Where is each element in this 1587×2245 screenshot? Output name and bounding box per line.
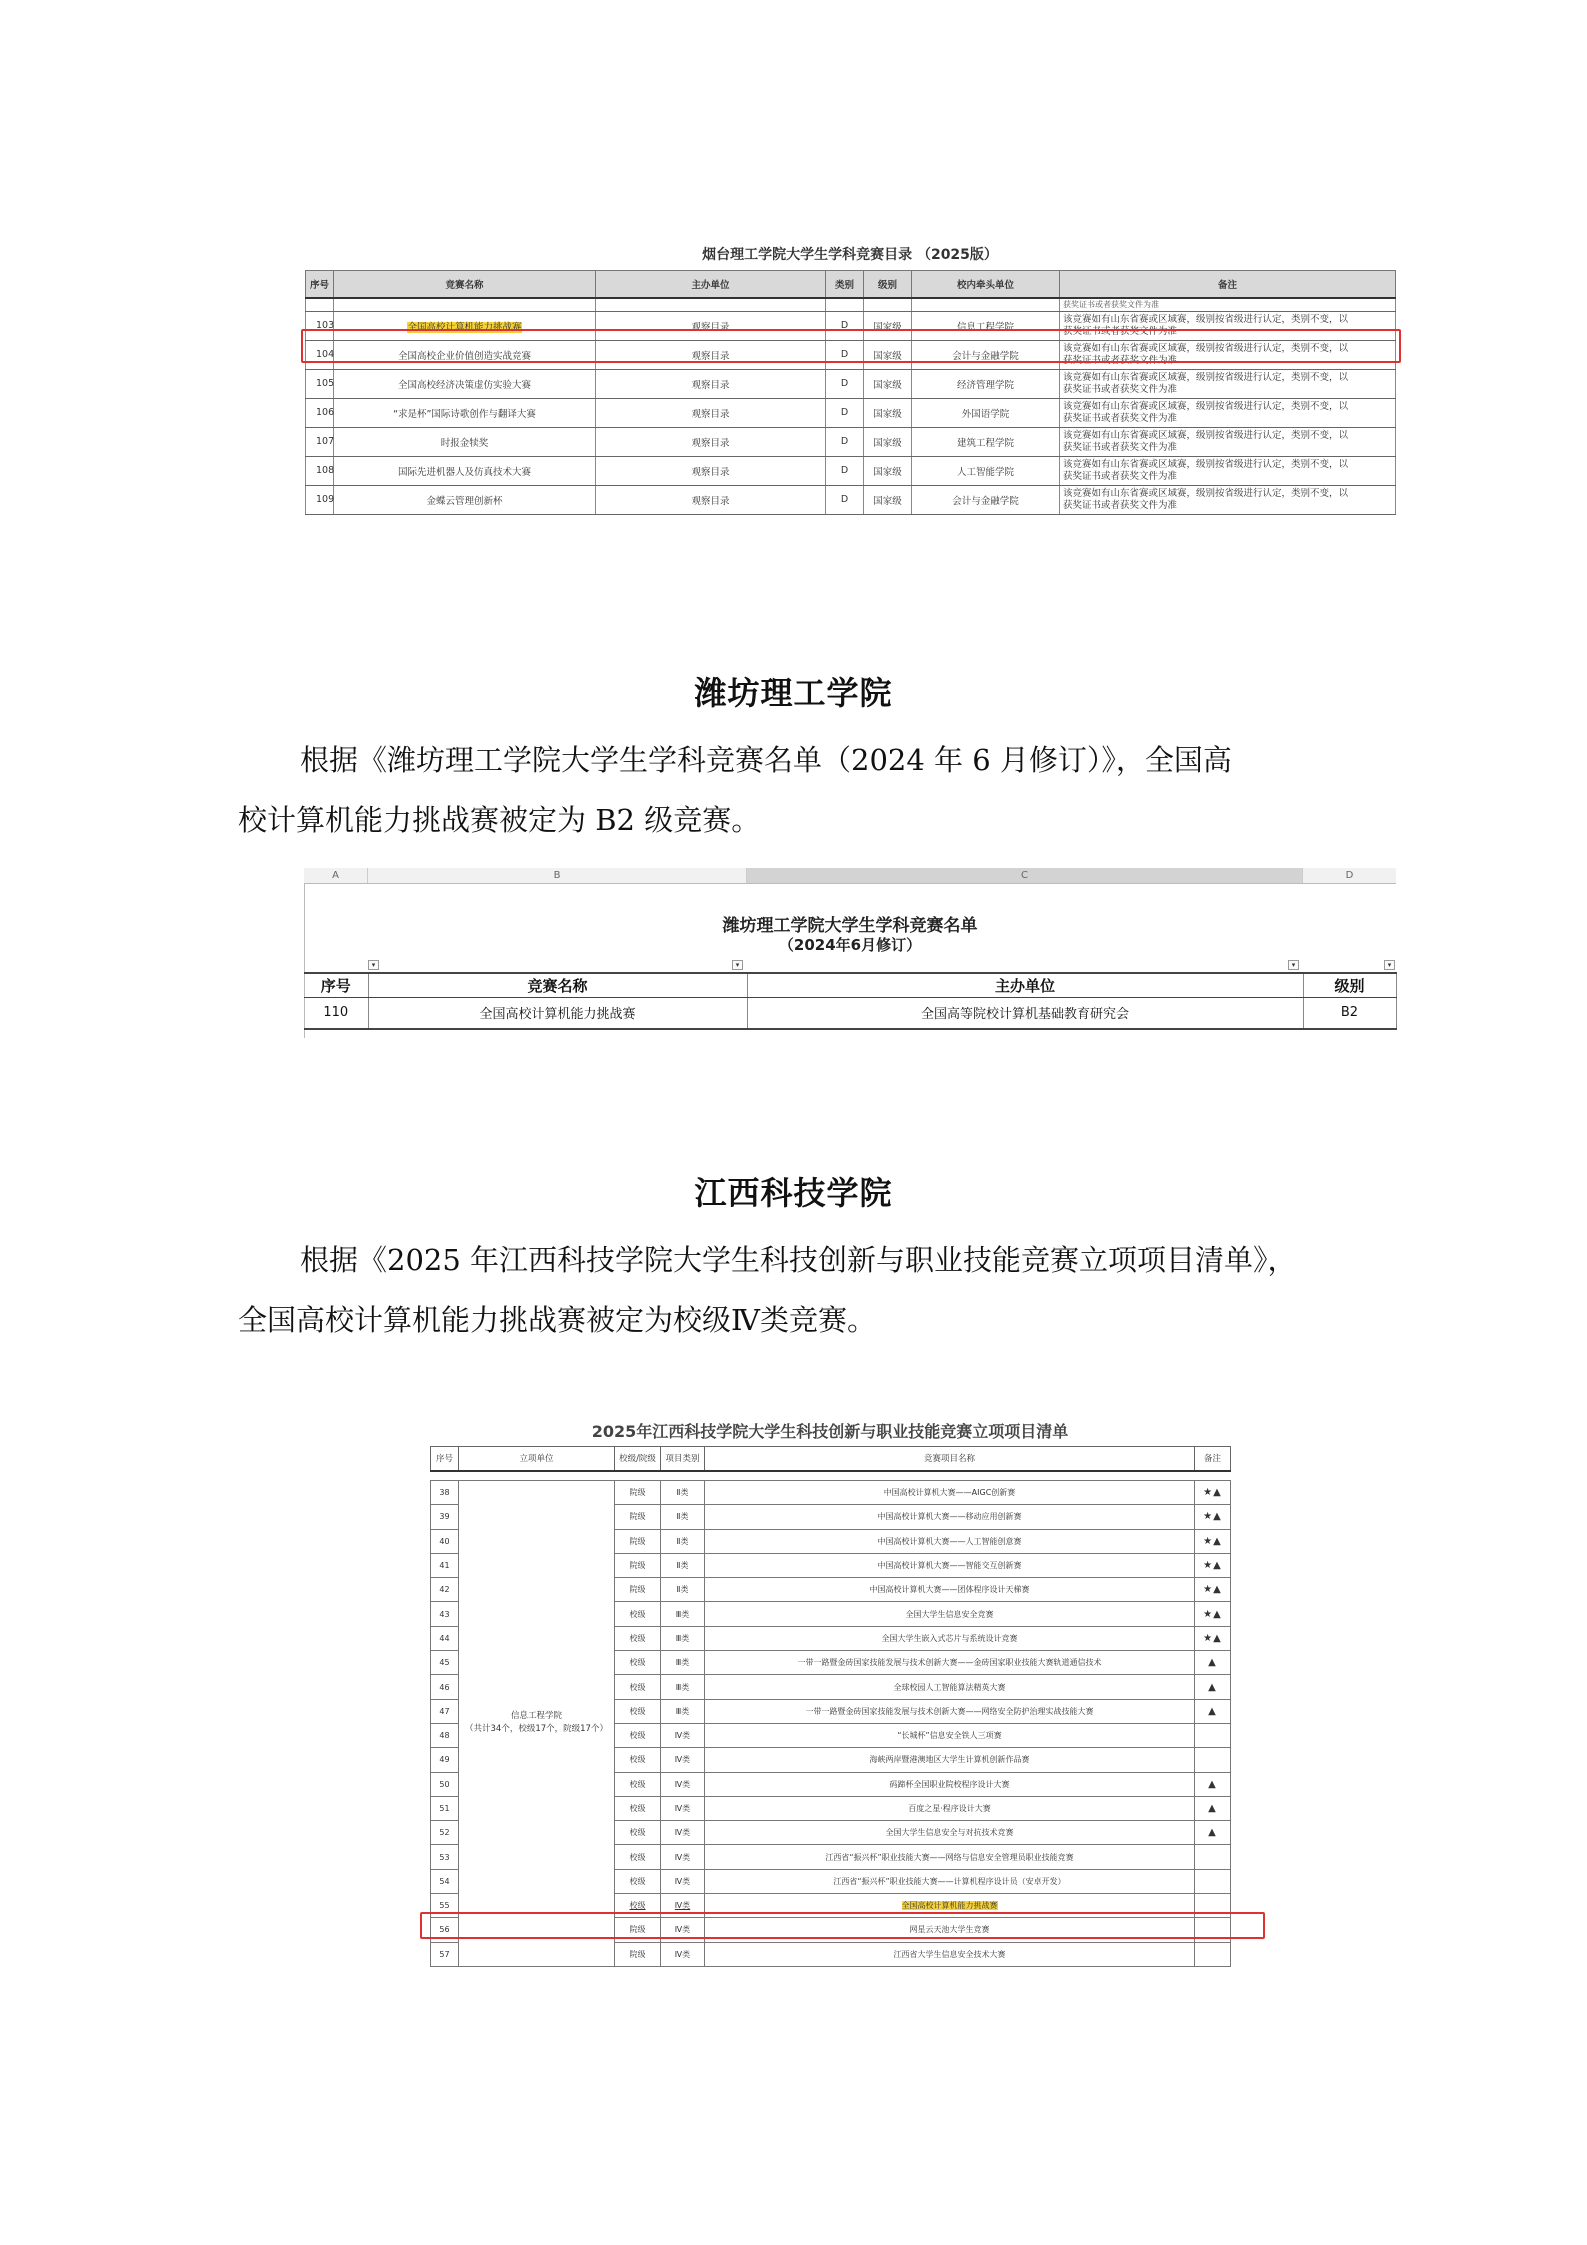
yt-cat: D	[826, 311, 864, 340]
jx-level	[615, 1626, 661, 1650]
jx-note: ★▲	[1195, 1578, 1231, 1602]
yt-host: 观察目录	[596, 311, 826, 340]
jx-name-text: “长城杯”信息安全铁人三项赛	[897, 1731, 1002, 1741]
jx-no: 49	[431, 1748, 459, 1772]
jx-no: 47	[431, 1699, 459, 1723]
jx-level-text: 校级	[629, 1609, 646, 1619]
yt-level: 国家级	[864, 369, 912, 398]
jx-col-unit: 立项单位	[459, 1447, 615, 1471]
jx-level	[615, 1602, 661, 1626]
jx-name-text: 江西省“振兴杯”职业技能大赛——计算机程序设计员（安卓开发）	[833, 1876, 1066, 1886]
jx-level	[615, 1651, 661, 1675]
yantai-col-level: 级别	[864, 271, 912, 298]
yantai-header-row	[306, 271, 1396, 298]
yt-no: 109	[306, 485, 334, 514]
jx-level	[615, 1748, 661, 1772]
jx-level-text: 校级	[629, 1828, 646, 1838]
filter-dropdown-icon: ▾	[1384, 960, 1395, 970]
jx-level-text: 校级	[629, 1876, 646, 1886]
table-row	[304, 997, 1396, 1029]
yt-note	[1060, 427, 1396, 456]
jx-no: 50	[431, 1772, 459, 1796]
yantai-cut-row	[306, 298, 1396, 312]
jx-level	[615, 1675, 661, 1699]
jx-note: ▲	[1195, 1699, 1231, 1723]
jx-name-text: 全国大学生信息安全竞赛	[905, 1609, 994, 1619]
jx-level	[615, 1772, 661, 1796]
yantai-cut-note: 获奖证书或者获奖文件为准	[1060, 298, 1396, 312]
jx-class	[661, 1602, 705, 1626]
table-row	[306, 427, 1396, 456]
jiangxi-list-image	[430, 1418, 1230, 1967]
highlighted-competition-name: 全国高校计算机能力挑战赛	[407, 321, 522, 333]
weifang-sheet-title: 潍坊理工学院大学生学科竞赛名单	[722, 916, 978, 936]
jx-level	[615, 1553, 661, 1577]
yt-dept: 人工智能学院	[912, 456, 1060, 485]
jiangxi-para-line1: 根据《2025 年江西科技学院大学生科技创新与职业技能竞赛立项项目清单》，	[300, 1243, 1297, 1277]
yt-note-line2: 获奖证书或者获奖文件为准	[1063, 499, 1178, 511]
jx-class	[661, 1699, 705, 1723]
jx-level	[615, 1699, 661, 1723]
jx-level-text: 院级	[629, 1925, 646, 1935]
yt-no: 103	[306, 311, 334, 340]
yt-note	[1060, 369, 1396, 398]
yt-name: 国际先进机器人及仿真技术大赛	[334, 456, 596, 485]
jx-name-text: 江西省“振兴杯”职业技能大赛——网络与信息安全管理员职业技能竞赛	[825, 1852, 1074, 1862]
jx-note	[1195, 1942, 1231, 1966]
weifang-para-line1: 根据《潍坊理工学院大学生学科竞赛名单（2024 年 6 月修订）》，全国高	[300, 743, 1232, 777]
jx-name	[705, 1481, 1195, 1505]
jx-no: 51	[431, 1796, 459, 1820]
yantai-col-host: 主办单位	[596, 271, 826, 298]
yt-note-line2: 获奖证书或者获奖文件为准	[1063, 354, 1178, 366]
jx-note: ★▲	[1195, 1505, 1231, 1529]
yt-dept: 会计与金融学院	[912, 340, 1060, 369]
jx-note: ★▲	[1195, 1626, 1231, 1650]
jx-name-text: 中国高校计算机大赛——智能交互创新赛	[877, 1561, 1022, 1571]
yantai-col-no: 序号	[306, 271, 334, 298]
weifang-header-row	[304, 973, 1396, 997]
yt-cat: D	[826, 427, 864, 456]
jx-no: 52	[431, 1821, 459, 1845]
weifang-para-line2: 校计算机能力挑战赛被定为 B2 级竞赛。	[238, 803, 761, 837]
jx-level-text: 院级	[629, 1488, 646, 1498]
wf-col-name: 竞赛名称	[368, 973, 747, 997]
yt-name: 时报金犊奖	[334, 427, 596, 456]
yt-no: 106	[306, 398, 334, 427]
jx-name	[705, 1529, 1195, 1553]
yt-note-line1: 该竞赛如有山东省赛或区域赛，级别按省级进行认定，类别不变，以	[1063, 487, 1349, 499]
jx-class	[661, 1869, 705, 1893]
yantai-highlight-box	[301, 329, 1401, 363]
jx-level-text: 院级	[629, 1512, 646, 1522]
jx-name	[705, 1699, 1195, 1723]
jx-no: 57	[431, 1942, 459, 1966]
yt-no: 108	[306, 456, 334, 485]
yt-cat: D	[826, 456, 864, 485]
weifang-paragraph	[238, 730, 1348, 850]
jx-name	[705, 1796, 1195, 1820]
yt-note-line1: 该竞赛如有山东省赛或区域赛，级别按省级进行认定，类别不变，以	[1063, 400, 1349, 412]
jx-name-text: 百度之星·程序设计大赛	[908, 1804, 991, 1813]
jx-note: ▲	[1195, 1651, 1231, 1675]
yt-host: 观察目录	[596, 398, 826, 427]
jx-no: 53	[431, 1845, 459, 1869]
jx-name-text: 全球校园人工智能算法精英大赛	[893, 1682, 1006, 1692]
filter-dropdown-icon: ▾	[732, 960, 743, 970]
jx-name-text: 全国大学生信息安全与对抗技术竞赛	[885, 1828, 1014, 1838]
jx-name-text: 中国高校计算机大赛——人工智能创意赛	[877, 1536, 1022, 1546]
jx-class-text: Ⅲ类	[675, 1658, 690, 1668]
jx-level-text: 校级	[629, 1852, 646, 1862]
yt-note	[1060, 456, 1396, 485]
jx-class	[661, 1942, 705, 1966]
filter-dropdown-icon: ▾	[1288, 960, 1299, 970]
yt-note-line1: 该竞赛如有山东省赛或区域赛，级别按省级进行认定，类别不变，以	[1063, 429, 1349, 441]
table-row	[306, 369, 1396, 398]
yt-host: 观察目录	[596, 427, 826, 456]
yt-name: 全国高校企业价值创造实战竞赛	[334, 340, 596, 369]
jx-class	[661, 1626, 705, 1650]
col-b: B	[368, 868, 747, 883]
yt-level: 国家级	[864, 427, 912, 456]
jx-class-text: Ⅱ类	[676, 1585, 689, 1595]
yt-level: 国家级	[864, 456, 912, 485]
jx-level-text: 校级	[629, 1901, 646, 1911]
jx-class-text: Ⅳ类	[674, 1876, 691, 1886]
jx-no: 42	[431, 1578, 459, 1602]
jx-name	[705, 1651, 1195, 1675]
yt-dept: 外国语学院	[912, 398, 1060, 427]
weifang-sheet-subtitle: （2024年6月修订）	[778, 936, 922, 954]
jx-class	[661, 1748, 705, 1772]
yt-level: 国家级	[864, 485, 912, 514]
jx-no: 48	[431, 1723, 459, 1747]
jx-no: 43	[431, 1602, 459, 1626]
jiangxi-highlight-box	[420, 1912, 1265, 1939]
jx-unit-name: 信息工程学院	[510, 1711, 562, 1722]
jx-note: ★▲	[1195, 1602, 1231, 1626]
yt-note-line1: 该竞赛如有山东省赛或区域赛，级别按省级进行认定，类别不变，以	[1063, 342, 1349, 354]
yt-note-line2: 获奖证书或者获奖文件为准	[1063, 441, 1178, 453]
yt-note	[1060, 398, 1396, 427]
jx-note	[1195, 1723, 1231, 1747]
jx-name-text: 中国高校计算机大赛——AIGC创新赛	[883, 1488, 1016, 1498]
jx-note: ★▲	[1195, 1529, 1231, 1553]
jx-note: ★▲	[1195, 1553, 1231, 1577]
yt-no: 107	[306, 427, 334, 456]
weifang-heading: 潍坊理工学院	[694, 674, 893, 712]
jx-class-text: Ⅳ类	[674, 1949, 691, 1959]
yt-note-line1: 该竞赛如有山东省赛或区域赛，级别按省级进行认定，类别不变，以	[1063, 313, 1349, 325]
jx-level	[615, 1796, 661, 1820]
jx-col-name: 竞赛项目名称	[705, 1447, 1195, 1471]
col-d: D	[1345, 870, 1354, 881]
yantai-table	[305, 270, 1396, 515]
yantai-col-dept: 校内牵头单位	[912, 271, 1060, 298]
jx-name-text: 中国高校计算机大赛——团体程序设计天梯赛	[869, 1585, 1030, 1595]
jx-no: 45	[431, 1651, 459, 1675]
jx-note: ★▲	[1195, 1481, 1231, 1505]
jx-name	[705, 1626, 1195, 1650]
jx-level-text: 院级	[629, 1561, 646, 1571]
jx-level-text: 院级	[629, 1536, 646, 1546]
jx-name-text: 一带一路暨金砖国家技能发展与技术创新大赛——网络安全防护治理实战技能大赛	[805, 1706, 1094, 1716]
yantai-col-note: 备注	[1060, 271, 1396, 298]
yantai-col-name: 竞赛名称	[334, 271, 596, 298]
table-row	[306, 398, 1396, 427]
jx-note: ▲	[1195, 1796, 1231, 1820]
yt-note-line1: 该竞赛如有山东省赛或区域赛，级别按省级进行认定，类别不变，以	[1063, 371, 1349, 383]
yt-name: 全国高校经济决策虚仿实验大赛	[334, 369, 596, 398]
jx-no: 46	[431, 1675, 459, 1699]
yt-dept: 会计与金融学院	[912, 485, 1060, 514]
yantai-table-title: 烟台理工学院大学生学科竞赛目录 （2025版）	[702, 247, 998, 263]
jiangxi-para-line2: 全国高校计算机能力挑战赛被定为校级Ⅳ类竞赛。	[238, 1303, 876, 1337]
jx-name-text: 全国大学生嵌入式芯片与系统设计竞赛	[881, 1633, 1018, 1643]
jx-class-text: Ⅳ类	[674, 1852, 691, 1862]
jx-level-text: 校级	[629, 1706, 646, 1716]
jx-unit-count: （共计34个，校级17个，院级17个）	[465, 1724, 608, 1735]
yantai-catalog-image	[305, 240, 1395, 515]
jx-level-text: 院级	[629, 1585, 646, 1595]
yt-name: “求是杯”国际诗歌创作与翻译大赛	[334, 398, 596, 427]
wf-row-name: 全国高校计算机能力挑战赛	[368, 997, 747, 1029]
jx-level	[615, 1869, 661, 1893]
wf-col-level: 级别	[1303, 973, 1396, 997]
jx-class-text: Ⅱ类	[676, 1561, 689, 1571]
jx-name	[705, 1772, 1195, 1796]
jx-class-text: Ⅳ类	[674, 1925, 691, 1935]
jx-level	[615, 1529, 661, 1553]
wf-row-no: 110	[304, 997, 368, 1029]
jx-class-text: Ⅲ类	[675, 1706, 690, 1716]
jx-class-text: Ⅳ类	[674, 1804, 691, 1813]
jx-name-text: 中国高校计算机大赛——移动应用创新赛	[877, 1512, 1022, 1522]
sheet-column-header	[304, 868, 1396, 884]
jx-col-class: 项目类别	[661, 1447, 705, 1471]
jx-col-level: 校级/院级	[615, 1447, 661, 1471]
jx-class-text: Ⅳ类	[674, 1901, 691, 1911]
jx-name	[705, 1942, 1195, 1966]
weifang-sheet-image	[304, 868, 1396, 1038]
yt-level: 国家级	[864, 311, 912, 340]
jx-level	[615, 1481, 661, 1505]
jx-class	[661, 1651, 705, 1675]
filter-dropdown-icon: ▾	[368, 960, 379, 970]
jx-note: ▲	[1195, 1675, 1231, 1699]
jx-class	[661, 1529, 705, 1553]
jx-name-text: 江西省大学生信息安全技术大赛	[893, 1949, 1006, 1959]
jx-note	[1195, 1845, 1231, 1869]
jiangxi-table	[430, 1446, 1231, 1967]
jx-no: 56	[431, 1918, 459, 1942]
wf-col-no: 序号	[304, 973, 368, 997]
jx-class-text: Ⅲ类	[675, 1633, 690, 1643]
jx-class-text: Ⅱ类	[676, 1488, 689, 1498]
jx-name	[705, 1675, 1195, 1699]
jx-class-text: Ⅱ类	[676, 1536, 689, 1546]
jx-class-text: Ⅳ类	[674, 1779, 691, 1789]
jx-class-text: Ⅱ类	[676, 1512, 689, 1522]
jx-no: 38	[431, 1481, 459, 1505]
table-row	[431, 1481, 1231, 1505]
jx-name	[705, 1845, 1195, 1869]
jx-class-text: Ⅳ类	[674, 1828, 691, 1838]
jx-class-text: Ⅲ类	[675, 1682, 690, 1692]
jx-level-text: 校级	[629, 1658, 646, 1668]
yt-cat: D	[826, 340, 864, 369]
jx-class	[661, 1723, 705, 1747]
wf-row-host: 全国高等院校计算机基础教育研究会	[747, 997, 1303, 1029]
jx-class	[661, 1675, 705, 1699]
yt-cat: D	[826, 369, 864, 398]
jx-name	[705, 1578, 1195, 1602]
highlighted-competition-name: 全国高校计算机能力挑战赛	[901, 1901, 998, 1911]
jx-no: 44	[431, 1626, 459, 1650]
yt-no: 104	[306, 340, 334, 369]
jx-no: 54	[431, 1869, 459, 1893]
jx-name	[705, 1602, 1195, 1626]
yt-dept: 经济管理学院	[912, 369, 1060, 398]
jx-class	[661, 1796, 705, 1820]
yt-cat: D	[826, 398, 864, 427]
wf-row-level: B2	[1303, 997, 1396, 1029]
jx-level	[615, 1821, 661, 1845]
yt-no: 105	[306, 369, 334, 398]
col-c: C	[747, 868, 1303, 883]
jx-class	[661, 1553, 705, 1577]
yt-dept: 建筑工程学院	[912, 427, 1060, 456]
jx-no: 55	[431, 1894, 459, 1918]
yt-note	[1060, 485, 1396, 514]
jx-note	[1195, 1869, 1231, 1893]
jx-class	[661, 1821, 705, 1845]
jx-level-text: 校级	[629, 1731, 646, 1741]
yt-note-line1: 该竞赛如有山东省赛或区域赛，级别按省级进行认定，类别不变，以	[1063, 458, 1349, 470]
jx-level-text: 校级	[629, 1779, 646, 1789]
jx-class	[661, 1481, 705, 1505]
yt-host: 观察目录	[596, 456, 826, 485]
jx-name-text: 一带一路暨金砖国家技能发展与技术创新大赛——金砖国家职业技能大赛轨道通信技术	[797, 1658, 1102, 1668]
jx-no: 41	[431, 1553, 459, 1577]
jx-col-no: 序号	[431, 1447, 459, 1471]
jx-level	[615, 1845, 661, 1869]
jx-level	[615, 1723, 661, 1747]
jiangxi-header-row	[431, 1447, 1231, 1471]
jx-name	[705, 1821, 1195, 1845]
jx-no: 39	[431, 1505, 459, 1529]
jx-level	[615, 1942, 661, 1966]
table-row	[306, 485, 1396, 514]
jx-col-note: 备注	[1195, 1447, 1231, 1471]
jx-no: 40	[431, 1529, 459, 1553]
jiangxi-table-title: 2025年江西科技学院大学生科技创新与职业技能竞赛立项项目清单	[591, 1422, 1069, 1441]
jx-name	[705, 1748, 1195, 1772]
yt-note-line2: 获奖证书或者获奖文件为准	[1063, 412, 1178, 424]
jx-class	[661, 1845, 705, 1869]
wf-col-host: 主办单位	[747, 973, 1303, 997]
jx-class-text: Ⅳ类	[674, 1755, 691, 1765]
yt-level: 国家级	[864, 340, 912, 369]
jx-class-text: Ⅳ类	[674, 1731, 691, 1741]
table-row	[306, 456, 1396, 485]
jx-level-text: 校级	[629, 1682, 646, 1692]
jx-name-text: 码蹄杯全国职业院校程序设计大赛	[889, 1779, 1010, 1789]
jx-level-text: 校级	[629, 1804, 646, 1813]
jx-note	[1195, 1748, 1231, 1772]
yt-dept: 信息工程学院	[912, 311, 1060, 340]
yt-note-line2: 获奖证书或者获奖文件为准	[1063, 470, 1178, 482]
jx-unit	[459, 1481, 615, 1967]
jx-class	[661, 1578, 705, 1602]
weifang-table	[304, 972, 1397, 1030]
yt-host: 观察目录	[596, 369, 826, 398]
jiangxi-paragraph	[238, 1230, 1348, 1350]
yt-name: 金蝶云管理创新杯	[334, 485, 596, 514]
yt-host: 观察目录	[596, 340, 826, 369]
jx-name	[705, 1505, 1195, 1529]
jx-name	[705, 1723, 1195, 1747]
yt-note-line2: 获奖证书或者获奖文件为准	[1063, 383, 1178, 395]
jx-name	[705, 1553, 1195, 1577]
jiangxi-heading: 江西科技学院	[694, 1174, 893, 1212]
yt-host: 观察目录	[596, 485, 826, 514]
yt-level: 国家级	[864, 398, 912, 427]
yantai-col-cat: 类别	[826, 271, 864, 298]
jx-level-text: 校级	[629, 1755, 646, 1765]
jx-class	[661, 1772, 705, 1796]
jx-note: ▲	[1195, 1821, 1231, 1845]
jx-note: ▲	[1195, 1772, 1231, 1796]
jx-class	[661, 1505, 705, 1529]
yt-note-line2: 获奖证书或者获奖文件为准	[1063, 325, 1178, 337]
yt-cat: D	[826, 485, 864, 514]
jx-level	[615, 1578, 661, 1602]
col-a: A	[304, 868, 368, 883]
jx-level	[615, 1505, 661, 1529]
jx-name-text: 海峡两岸暨港澳地区大学生计算机创新作品赛	[869, 1755, 1030, 1765]
jx-level-text: 院级	[629, 1949, 646, 1959]
jx-name-text: 网星云天池大学生竞赛	[909, 1925, 990, 1935]
jx-class-text: Ⅲ类	[675, 1609, 690, 1619]
jx-name	[705, 1869, 1195, 1893]
jx-level-text: 校级	[629, 1633, 646, 1643]
